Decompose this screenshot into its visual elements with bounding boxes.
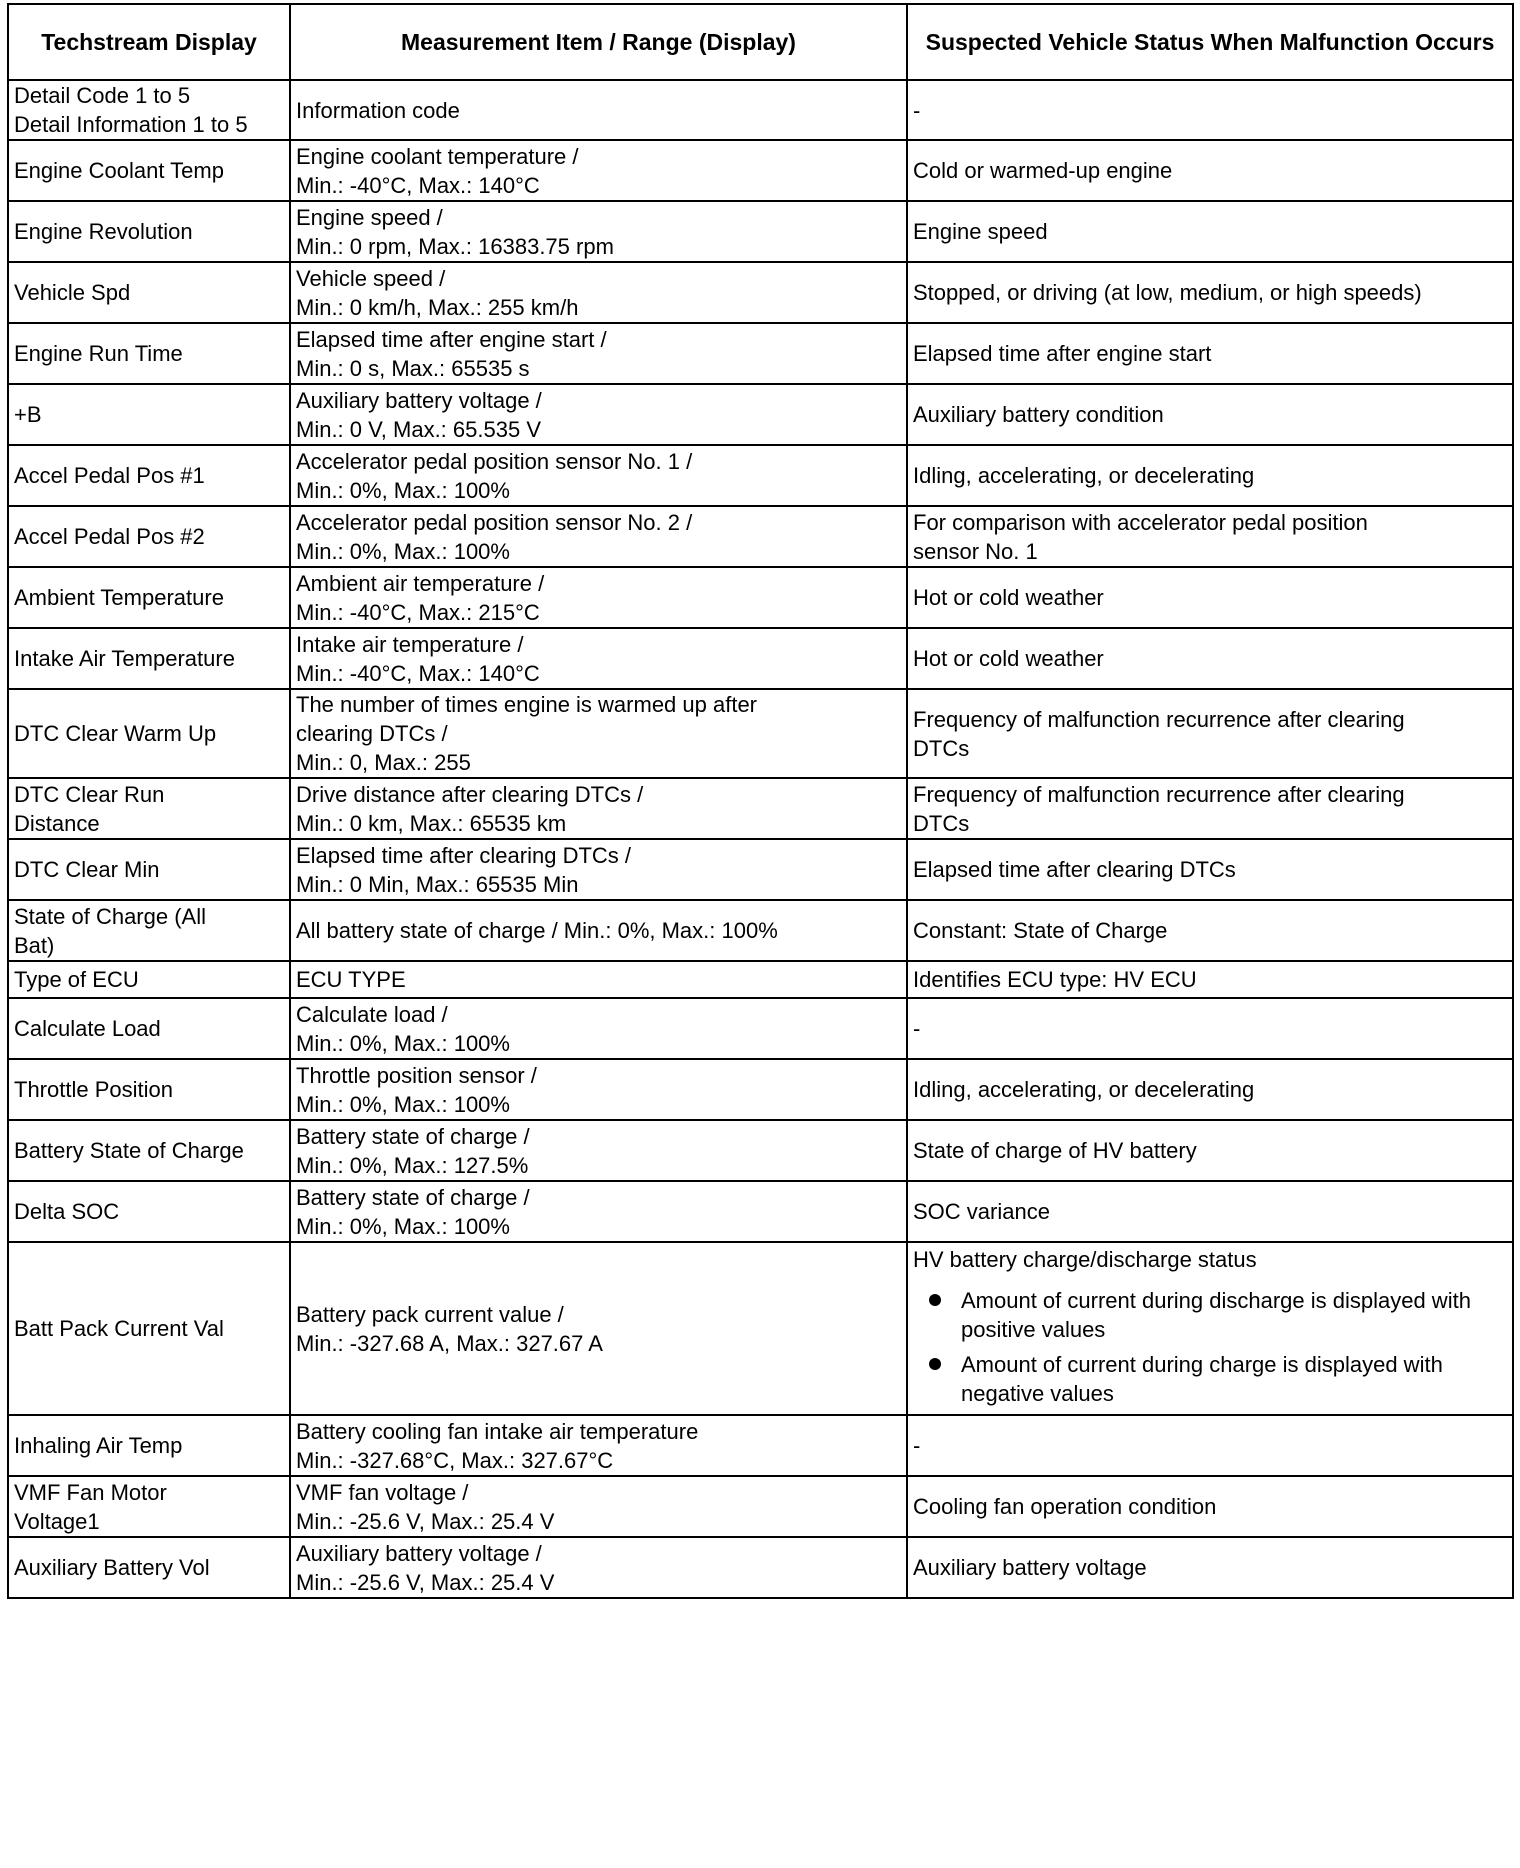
status-bullet-list xyxy=(913,1286,1507,1408)
display-cell xyxy=(8,262,290,323)
status-cell xyxy=(907,445,1513,506)
measurement-cell-line: Accelerator pedal position sensor No. 1 / xyxy=(296,448,693,474)
measurement-cell xyxy=(290,628,907,689)
display-cell xyxy=(8,567,290,628)
measurement-cell-line: Battery pack current value / xyxy=(296,1301,564,1327)
status-cell-line: Idling, accelerating, or decelerating xyxy=(913,463,1255,488)
status-cell-line: Hot or cold weather xyxy=(913,646,1104,671)
table-row xyxy=(8,998,1513,1059)
status-cell-line: - xyxy=(913,97,921,123)
status-cell xyxy=(907,689,1513,778)
status-cell-line: State of charge of HV battery xyxy=(913,1138,1197,1163)
display-cell-line: Inhaling Air Temp xyxy=(14,1433,183,1458)
display-cell-line: Distance xyxy=(14,810,100,836)
data-list-table xyxy=(7,3,1514,1599)
measurement-cell-line: Engine coolant temperature / xyxy=(296,143,579,169)
measurement-cell-line: All battery state of charge / Min.: 0%, Max.: 100% xyxy=(296,918,778,943)
status-cell xyxy=(907,900,1513,961)
status-cell-line: Frequency of malfunction recurrence after clearing xyxy=(913,706,1405,732)
measurement-cell-line: Min.: -25.6 V, Max.: 25.4 V xyxy=(296,1569,555,1595)
measurement-cell xyxy=(290,384,907,445)
measurement-cell-line: Min.: 0%, Max.: 100% xyxy=(296,477,510,503)
display-cell-line: Calculate Load xyxy=(14,1016,161,1041)
table-row xyxy=(8,445,1513,506)
measurement-cell-line: ECU TYPE xyxy=(296,967,406,992)
display-cell xyxy=(8,1120,290,1181)
measurement-cell-line: Min.: -327.68°C, Max.: 327.67°C xyxy=(296,1447,614,1473)
measurement-cell xyxy=(290,445,907,506)
display-cell xyxy=(8,628,290,689)
status-cell xyxy=(907,80,1513,140)
display-cell xyxy=(8,778,290,839)
measurement-cell xyxy=(290,900,907,961)
status-cell-line: Auxiliary battery condition xyxy=(913,402,1164,427)
header-techstream-display: Techstream Display xyxy=(8,4,290,80)
measurement-cell-line: Vehicle speed / xyxy=(296,265,446,291)
status-cell xyxy=(907,384,1513,445)
display-cell-line: Accel Pedal Pos #2 xyxy=(14,524,205,549)
display-cell-line: Voltage1 xyxy=(14,1508,100,1534)
status-cell-line: Elapsed time after clearing DTCs xyxy=(913,857,1236,882)
measurement-cell-line: Min.: -25.6 V, Max.: 25.4 V xyxy=(296,1508,555,1534)
status-cell-line: Stopped, or driving (at low, medium, or high speeds) xyxy=(913,280,1422,305)
display-cell xyxy=(8,140,290,201)
measurement-cell-line: Battery state of charge / xyxy=(296,1123,530,1149)
display-cell-line: DTC Clear Run xyxy=(14,781,165,807)
measurement-cell-line: Min.: 0%, Max.: 100% xyxy=(296,1213,510,1239)
status-bullet-item: Amount of current during charge is displayed with negative values xyxy=(961,1350,1507,1408)
display-cell xyxy=(8,839,290,900)
measurement-cell xyxy=(290,262,907,323)
measurement-cell xyxy=(290,778,907,839)
status-cell-line: Cold or warmed-up engine xyxy=(913,158,1173,183)
status-cell xyxy=(907,201,1513,262)
measurement-cell-line: Engine speed / xyxy=(296,204,443,230)
measurement-cell xyxy=(290,1242,907,1415)
table-row xyxy=(8,1181,1513,1242)
display-cell-line: Accel Pedal Pos #1 xyxy=(14,463,205,488)
measurement-cell-line: Min.: 0 V, Max.: 65.535 V xyxy=(296,416,541,442)
display-cell-line: Ambient Temperature xyxy=(14,585,224,610)
measurement-cell xyxy=(290,839,907,900)
measurement-cell-line: Min.: 0%, Max.: 100% xyxy=(296,538,510,564)
status-cell xyxy=(907,1059,1513,1120)
display-cell xyxy=(8,1537,290,1598)
measurement-cell-line: Min.: 0 rpm, Max.: 16383.75 rpm xyxy=(296,233,614,259)
measurement-cell-line: Ambient air temperature / xyxy=(296,570,545,596)
measurement-cell-line: Information code xyxy=(296,97,460,123)
status-cell-line: For comparison with accelerator pedal position xyxy=(913,509,1368,535)
table-row xyxy=(8,1476,1513,1537)
measurement-cell-line: Calculate load / xyxy=(296,1001,448,1027)
status-cell-line: DTCs xyxy=(913,810,970,836)
measurement-cell-line: Min.: 0 km/h, Max.: 255 km/h xyxy=(296,294,579,320)
display-cell xyxy=(8,900,290,961)
status-cell xyxy=(907,1476,1513,1537)
status-cell xyxy=(907,839,1513,900)
measurement-cell-line: Auxiliary battery voltage / xyxy=(296,387,542,413)
status-cell-line: Engine speed xyxy=(913,219,1048,244)
measurement-cell-line: Min.: -327.68 A, Max.: 327.67 A xyxy=(296,1330,603,1356)
display-cell-line: Engine Revolution xyxy=(14,219,193,244)
table-row xyxy=(8,384,1513,445)
measurement-cell-line: Elapsed time after clearing DTCs / xyxy=(296,842,632,868)
display-cell-line: Type of ECU xyxy=(14,967,139,992)
measurement-cell-line: Min.: -40°C, Max.: 215°C xyxy=(296,599,540,625)
table-row xyxy=(8,689,1513,778)
display-cell xyxy=(8,201,290,262)
measurement-cell xyxy=(290,689,907,778)
measurement-cell xyxy=(290,1059,907,1120)
measurement-cell xyxy=(290,323,907,384)
measurement-cell-line: The number of times engine is warmed up after xyxy=(296,692,758,717)
measurement-cell-line: Intake air temperature / xyxy=(296,631,524,657)
table-row xyxy=(8,1537,1513,1598)
measurement-cell xyxy=(290,961,907,998)
display-cell-line: +B xyxy=(14,402,42,427)
measurement-cell-line: Accelerator pedal position sensor No. 2 / xyxy=(296,509,693,535)
measurement-cell xyxy=(290,1120,907,1181)
status-cell xyxy=(907,1415,1513,1476)
display-cell xyxy=(8,961,290,998)
status-cell-line: Cooling fan operation condition xyxy=(913,1494,1217,1519)
measurement-cell-line: Drive distance after clearing DTCs / xyxy=(296,781,644,807)
measurement-cell-line: Throttle position sensor / xyxy=(296,1062,537,1088)
measurement-cell xyxy=(290,506,907,567)
status-cell xyxy=(907,628,1513,689)
measurement-cell-line: Auxiliary battery voltage / xyxy=(296,1540,542,1566)
status-cell xyxy=(907,262,1513,323)
status-cell-line: HV battery charge/discharge status xyxy=(913,1247,1257,1272)
status-cell xyxy=(907,998,1513,1059)
display-cell-line: Vehicle Spd xyxy=(14,280,131,305)
measurement-cell xyxy=(290,80,907,140)
measurement-cell-line: Min.: -40°C, Max.: 140°C xyxy=(296,660,540,686)
table-row xyxy=(8,506,1513,567)
display-cell xyxy=(8,384,290,445)
display-cell-line: DTC Clear Warm Up xyxy=(14,721,217,746)
display-cell xyxy=(8,1242,290,1415)
status-cell-line: Frequency of malfunction recurrence after clearing xyxy=(913,781,1405,807)
status-cell xyxy=(907,506,1513,567)
display-cell xyxy=(8,689,290,778)
display-cell-line: Throttle Position xyxy=(14,1077,173,1102)
table-row xyxy=(8,839,1513,900)
measurement-cell-line: Min.: 0, Max.: 255 xyxy=(296,750,471,775)
table-row xyxy=(8,961,1513,998)
measurement-cell-line: Min.: 0%, Max.: 100% xyxy=(296,1091,510,1117)
status-cell-line: Hot or cold weather xyxy=(913,585,1104,610)
table-row xyxy=(8,1059,1513,1120)
table-row xyxy=(8,262,1513,323)
display-cell-line: Auxiliary Battery Vol xyxy=(14,1555,210,1580)
display-cell-line: Intake Air Temperature xyxy=(14,646,235,671)
status-cell xyxy=(907,567,1513,628)
status-cell-line: Auxiliary battery voltage xyxy=(913,1555,1147,1580)
measurement-cell-line: VMF fan voltage / xyxy=(296,1479,469,1505)
table-row xyxy=(8,1242,1513,1415)
measurement-cell-line: Min.: 0 Min, Max.: 65535 Min xyxy=(296,871,579,897)
status-cell xyxy=(907,140,1513,201)
header-suspected-status: Suspected Vehicle Status When Malfunction Occurs xyxy=(907,4,1513,80)
measurement-cell xyxy=(290,140,907,201)
measurement-cell-line: Elapsed time after engine start / xyxy=(296,326,607,352)
status-cell xyxy=(907,961,1513,998)
display-cell-line: Engine Run Time xyxy=(14,341,183,366)
measurement-cell-line: Min.: -40°C, Max.: 140°C xyxy=(296,172,540,198)
status-cell-line: DTCs xyxy=(913,735,970,761)
table-row xyxy=(8,778,1513,839)
measurement-cell-line: Battery state of charge / xyxy=(296,1184,530,1210)
measurement-cell xyxy=(290,567,907,628)
display-cell xyxy=(8,80,290,140)
table-row xyxy=(8,140,1513,201)
display-cell-line: VMF Fan Motor xyxy=(14,1479,167,1505)
measurement-cell xyxy=(290,1537,907,1598)
status-cell-line: sensor No. 1 xyxy=(913,538,1038,564)
table-row xyxy=(8,1415,1513,1476)
table-row xyxy=(8,900,1513,961)
display-cell xyxy=(8,1181,290,1242)
status-bullet-item: Amount of current during discharge is displayed with positive values xyxy=(961,1286,1507,1344)
status-cell-line: - xyxy=(913,1433,921,1458)
display-cell-line: Batt Pack Current Val xyxy=(14,1316,224,1341)
table-row xyxy=(8,628,1513,689)
measurement-cell-line: Min.: 0 s, Max.: 65535 s xyxy=(296,355,530,381)
header-measurement-item: Measurement Item / Range (Display) xyxy=(290,4,907,80)
status-cell xyxy=(907,778,1513,839)
status-cell xyxy=(907,1242,1513,1415)
display-cell xyxy=(8,1476,290,1537)
display-cell-line: State of Charge (All xyxy=(14,903,206,929)
measurement-cell xyxy=(290,1476,907,1537)
status-cell xyxy=(907,1120,1513,1181)
measurement-cell xyxy=(290,201,907,262)
status-cell xyxy=(907,323,1513,384)
display-cell-line: Battery State of Charge xyxy=(14,1138,244,1163)
display-cell xyxy=(8,1059,290,1120)
measurement-cell xyxy=(290,1181,907,1242)
status-cell xyxy=(907,1181,1513,1242)
measurement-cell xyxy=(290,1415,907,1476)
status-cell-line: SOC variance xyxy=(913,1199,1050,1224)
measurement-cell-line: Min.: 0 km, Max.: 65535 km xyxy=(296,810,567,836)
display-cell xyxy=(8,998,290,1059)
status-cell-line: Idling, accelerating, or decelerating xyxy=(913,1077,1255,1102)
display-cell-line: Engine Coolant Temp xyxy=(14,158,224,183)
status-cell-line: Constant: State of Charge xyxy=(913,918,1168,943)
table-row xyxy=(8,201,1513,262)
status-cell xyxy=(907,1537,1513,1598)
measurement-cell-line: Min.: 0%, Max.: 100% xyxy=(296,1030,510,1056)
display-cell-line: Bat) xyxy=(14,932,55,958)
display-cell-line: Detail Information 1 to 5 xyxy=(14,112,248,137)
measurement-cell xyxy=(290,998,907,1059)
status-cell-line: - xyxy=(913,1016,921,1041)
measurement-cell-line: clearing DTCs / xyxy=(296,721,448,746)
status-cell-line: Identifies ECU type: HV ECU xyxy=(913,967,1197,992)
status-cell-line: Elapsed time after engine start xyxy=(913,341,1212,366)
display-cell-line: Detail Code 1 to 5 xyxy=(14,83,191,108)
display-cell xyxy=(8,506,290,567)
table-row xyxy=(8,1120,1513,1181)
measurement-cell-line: Battery cooling fan intake air temperature xyxy=(296,1418,699,1444)
display-cell-line: Delta SOC xyxy=(14,1199,120,1224)
display-cell-line: DTC Clear Min xyxy=(14,857,160,882)
display-cell xyxy=(8,445,290,506)
table-row xyxy=(8,323,1513,384)
table-row xyxy=(8,80,1513,140)
display-cell xyxy=(8,323,290,384)
measurement-cell-line: Min.: 0%, Max.: 127.5% xyxy=(296,1152,529,1178)
table-body xyxy=(8,80,1513,1598)
table-row xyxy=(8,567,1513,628)
header-row xyxy=(8,4,1513,80)
display-cell xyxy=(8,1415,290,1476)
